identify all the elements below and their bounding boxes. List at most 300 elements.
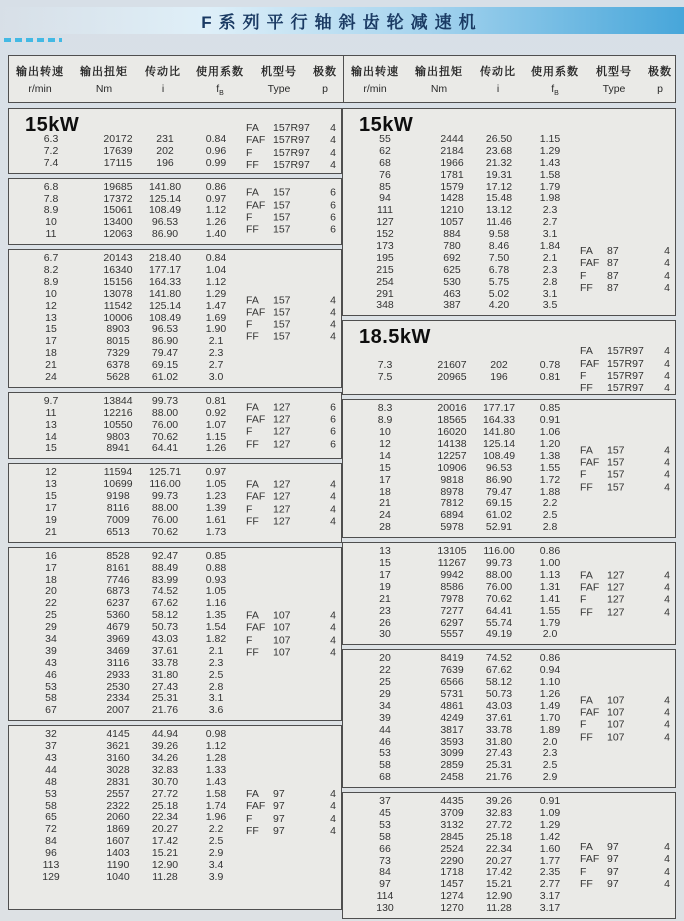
pole-count: 4 bbox=[330, 478, 336, 491]
ratio-value: 43.03 bbox=[151, 632, 179, 645]
output-torque-value: 1057 bbox=[440, 216, 464, 229]
output-speed-value: 21 bbox=[379, 592, 391, 605]
service-factor-value: 1.43 bbox=[205, 775, 227, 788]
column-header-4 bbox=[251, 63, 307, 102]
ratio-value: 39.26 bbox=[485, 795, 513, 808]
output-speed-value: 20 bbox=[45, 585, 57, 598]
output-speed-value: 195 bbox=[376, 251, 394, 264]
ratio-value: 61.02 bbox=[485, 509, 513, 522]
type-prefix: F bbox=[580, 369, 587, 382]
output-torque-value: 3099 bbox=[440, 747, 464, 760]
table-row bbox=[343, 300, 675, 312]
type-size: 157 bbox=[607, 444, 625, 457]
output-torque-value: 9818 bbox=[440, 473, 464, 486]
type-size: 127 bbox=[273, 413, 291, 426]
ratio-value: 164.33 bbox=[482, 414, 516, 427]
type-line bbox=[246, 294, 336, 306]
ratio-value: 70.62 bbox=[151, 525, 179, 538]
service-factor-value: 1.82 bbox=[205, 632, 227, 645]
type-line bbox=[246, 413, 336, 425]
pole-count: 4 bbox=[664, 468, 670, 481]
type-prefix: F bbox=[580, 865, 587, 878]
output-speed-value: 15 bbox=[45, 442, 57, 455]
ratio-value: 88.00 bbox=[151, 406, 179, 419]
output-torque-value: 4145 bbox=[106, 728, 130, 741]
output-torque-value: 12216 bbox=[103, 406, 133, 419]
ratio-value: 74.52 bbox=[485, 652, 513, 665]
ratio-value: 26.50 bbox=[485, 133, 513, 145]
pole-count: 4 bbox=[664, 694, 670, 707]
type-line bbox=[246, 199, 336, 211]
output-speed-value: 14 bbox=[379, 449, 391, 462]
service-factor-value: 3.1 bbox=[542, 228, 558, 241]
output-speed-value: 17 bbox=[379, 568, 391, 581]
output-speed-value: 39 bbox=[379, 711, 391, 724]
type-size: 97 bbox=[273, 812, 285, 825]
service-factor-value: 2.1 bbox=[208, 644, 224, 657]
pole-count: 4 bbox=[330, 646, 336, 659]
output-speed-value: 12 bbox=[45, 299, 57, 312]
output-torque-value: 1579 bbox=[440, 180, 464, 193]
output-speed-value: 13 bbox=[45, 311, 57, 324]
output-torque-value: 4861 bbox=[440, 699, 464, 712]
output-speed-value: 19 bbox=[379, 580, 391, 593]
ratio-value: 74.52 bbox=[151, 585, 179, 598]
ratio-value: 23.68 bbox=[485, 144, 513, 157]
service-factor-value: 2.3 bbox=[542, 204, 558, 217]
ratio-value: 164.33 bbox=[148, 275, 182, 288]
output-speed-value: 291 bbox=[376, 287, 394, 300]
output-torque-value: 625 bbox=[443, 263, 461, 276]
service-factor-value: 2.5 bbox=[542, 509, 558, 522]
output-torque-value: 1966 bbox=[440, 156, 464, 169]
pole-count: 4 bbox=[330, 825, 336, 838]
output-torque-value: 13844 bbox=[103, 394, 133, 407]
table-row bbox=[343, 820, 675, 832]
service-factor-value: 0.86 bbox=[539, 652, 561, 665]
power-rating-heading: 18.5kW bbox=[359, 326, 431, 349]
ratio-value: 141.80 bbox=[482, 426, 516, 439]
type-prefix: FAF bbox=[580, 257, 600, 270]
output-speed-value: 17 bbox=[45, 335, 57, 348]
type-size: 157 bbox=[273, 223, 291, 236]
pole-count: 4 bbox=[330, 158, 336, 171]
ratio-value: 27.43 bbox=[485, 747, 513, 760]
service-factor-value: 1.39 bbox=[205, 502, 227, 515]
type-size: 97 bbox=[607, 853, 619, 866]
pole-count: 4 bbox=[330, 122, 336, 134]
type-size: 157 bbox=[273, 306, 291, 319]
output-torque-value: 3028 bbox=[106, 763, 130, 776]
output-speed-value: 17 bbox=[45, 502, 57, 515]
ratio-value: 12.90 bbox=[485, 890, 513, 903]
type-prefix: FAF bbox=[580, 853, 600, 866]
output-speed-value: 43 bbox=[45, 656, 57, 669]
type-line bbox=[246, 491, 336, 503]
output-torque-value: 2458 bbox=[440, 771, 464, 784]
type-size: 97 bbox=[607, 841, 619, 854]
output-speed-value: 113 bbox=[42, 858, 60, 871]
spec-group bbox=[8, 547, 342, 721]
output-speed-value: 65 bbox=[45, 811, 57, 824]
output-torque-value: 8528 bbox=[106, 549, 130, 562]
type-size: 87 bbox=[607, 281, 619, 294]
ratio-value: 79.47 bbox=[485, 485, 513, 498]
service-factor-value: 2.7 bbox=[542, 216, 558, 229]
ratio-value: 83.99 bbox=[151, 573, 179, 586]
ratio-value: 125.14 bbox=[148, 192, 182, 205]
ratio-value: 50.73 bbox=[151, 621, 179, 634]
output-torque-value: 2933 bbox=[106, 668, 130, 681]
output-torque-value: 3817 bbox=[440, 723, 464, 736]
type-size: 157 bbox=[607, 481, 625, 494]
type-size: 107 bbox=[273, 621, 291, 634]
service-factor-value: 2.35 bbox=[539, 866, 561, 879]
right-column bbox=[342, 108, 676, 915]
ratio-value: 96.53 bbox=[151, 323, 179, 336]
service-factor-value: 1.05 bbox=[205, 585, 227, 598]
service-factor-value: 2.9 bbox=[542, 771, 558, 784]
type-prefix: FAF bbox=[580, 357, 600, 370]
output-speed-value: 24 bbox=[45, 371, 57, 384]
type-designation-block bbox=[246, 478, 336, 527]
service-factor-value: 0.98 bbox=[205, 728, 227, 741]
output-torque-value: 4435 bbox=[440, 795, 464, 808]
type-line bbox=[580, 694, 670, 706]
type-size: 97 bbox=[273, 825, 285, 838]
pole-count: 6 bbox=[330, 186, 336, 199]
output-speed-value: 13 bbox=[379, 545, 391, 558]
type-size: 127 bbox=[273, 437, 291, 450]
ratio-value: 13.12 bbox=[485, 204, 513, 217]
service-factor-value: 0.96 bbox=[205, 144, 227, 157]
table-row bbox=[9, 705, 341, 717]
type-line bbox=[580, 569, 670, 581]
type-prefix: FF bbox=[580, 730, 593, 743]
output-speed-value: 58 bbox=[45, 692, 57, 705]
type-line bbox=[580, 841, 670, 853]
type-prefix: FA bbox=[246, 478, 259, 491]
service-factor-value: 1.38 bbox=[539, 449, 561, 462]
pole-count: 4 bbox=[330, 812, 336, 825]
output-speed-value: 129 bbox=[42, 870, 60, 883]
output-torque-value: 463 bbox=[443, 287, 461, 300]
type-prefix: FAF bbox=[246, 621, 266, 634]
service-factor-value: 1.29 bbox=[539, 144, 561, 157]
output-speed-value: 97 bbox=[379, 878, 391, 891]
type-line bbox=[580, 731, 670, 743]
output-speed-value: 48 bbox=[45, 775, 57, 788]
service-factor-value: 1.28 bbox=[205, 751, 227, 764]
output-speed-value: 16 bbox=[45, 549, 57, 562]
type-size: 127 bbox=[273, 503, 291, 516]
ratio-value: 17.12 bbox=[485, 180, 513, 193]
output-speed-value: 37 bbox=[45, 740, 57, 753]
service-factor-value: 0.99 bbox=[205, 156, 227, 169]
output-torque-value: 2060 bbox=[106, 811, 130, 824]
type-prefix: FF bbox=[580, 281, 593, 294]
column-header-0 bbox=[344, 63, 406, 102]
type-size: 127 bbox=[273, 401, 291, 414]
ratio-value: 4.20 bbox=[488, 299, 510, 312]
column-unit: $f_B$ bbox=[216, 83, 224, 98]
type-prefix: FA bbox=[246, 122, 259, 134]
ratio-value: 6.78 bbox=[488, 263, 510, 276]
column-unit: i bbox=[161, 83, 165, 95]
output-speed-value: 76 bbox=[379, 168, 391, 181]
output-speed-value: 72 bbox=[45, 823, 57, 836]
ratio-value: 202 bbox=[490, 359, 508, 372]
type-size: 157 bbox=[273, 186, 291, 199]
output-speed-value: 94 bbox=[379, 192, 391, 205]
output-speed-value: 6.3 bbox=[43, 133, 59, 145]
type-size: 127 bbox=[273, 425, 291, 438]
pole-count: 4 bbox=[330, 503, 336, 516]
ratio-value: 25.31 bbox=[151, 692, 179, 705]
type-size: 157 bbox=[273, 293, 291, 306]
type-line bbox=[246, 813, 336, 825]
type-prefix: FF bbox=[246, 515, 259, 528]
service-factor-value: 1.04 bbox=[205, 264, 227, 277]
output-speed-value: 215 bbox=[376, 263, 394, 276]
ratio-value: 49.19 bbox=[485, 628, 513, 641]
service-factor-value: 1.31 bbox=[539, 580, 561, 593]
ratio-value: 116.00 bbox=[149, 478, 181, 491]
type-designation-block bbox=[580, 245, 670, 294]
output-speed-value: 84 bbox=[379, 866, 391, 879]
output-torque-value: 7746 bbox=[106, 573, 130, 586]
output-torque-value: 5557 bbox=[440, 628, 464, 641]
output-torque-value: 5628 bbox=[106, 371, 130, 384]
pole-count: 4 bbox=[664, 456, 670, 469]
table-row bbox=[9, 670, 341, 682]
service-factor-value: 2.1 bbox=[542, 251, 558, 264]
output-torque-value: 3969 bbox=[106, 632, 130, 645]
type-prefix: FF bbox=[246, 437, 259, 450]
column-unit: Type bbox=[602, 83, 626, 95]
table-row bbox=[343, 903, 675, 915]
output-speed-value: 13 bbox=[45, 418, 57, 431]
output-torque-value: 2290 bbox=[440, 854, 464, 867]
ratio-value: 76.00 bbox=[151, 513, 179, 526]
output-speed-value: 7.8 bbox=[43, 192, 59, 205]
service-factor-value: 1.35 bbox=[205, 609, 227, 622]
output-torque-value: 14138 bbox=[437, 438, 467, 451]
output-speed-value: 66 bbox=[379, 842, 391, 855]
output-speed-value: 127 bbox=[376, 216, 394, 229]
pole-count: 4 bbox=[330, 633, 336, 646]
output-speed-value: 152 bbox=[376, 228, 394, 241]
column-header-3 bbox=[524, 63, 586, 102]
column-unit-subscript: B bbox=[219, 90, 224, 98]
ratio-value: 5.75 bbox=[488, 275, 510, 288]
service-factor-value: 1.15 bbox=[205, 430, 227, 443]
type-line bbox=[246, 800, 336, 812]
output-torque-value: 4249 bbox=[440, 711, 464, 724]
ratio-value: 7.50 bbox=[488, 251, 510, 264]
output-speed-value: 29 bbox=[45, 621, 57, 634]
service-factor-value: 1.47 bbox=[205, 299, 227, 312]
type-designation-block bbox=[246, 401, 336, 450]
pole-count: 4 bbox=[664, 444, 670, 457]
output-torque-value: 2007 bbox=[106, 704, 130, 717]
table-header bbox=[8, 55, 676, 103]
output-torque-value: 15156 bbox=[103, 275, 133, 288]
column-header-2 bbox=[472, 63, 524, 102]
ratio-value: 15.21 bbox=[485, 878, 513, 891]
service-factor-value: 0.97 bbox=[205, 466, 227, 479]
output-torque-value: 16340 bbox=[103, 264, 133, 277]
type-line bbox=[580, 719, 670, 731]
output-torque-value: 6513 bbox=[106, 525, 130, 538]
output-torque-value: 1718 bbox=[440, 866, 464, 879]
output-speed-value: 15 bbox=[45, 490, 57, 503]
type-prefix: F bbox=[246, 318, 253, 331]
service-factor-value: 1.10 bbox=[539, 676, 561, 689]
type-prefix: F bbox=[580, 593, 587, 606]
output-torque-value: 530 bbox=[443, 275, 461, 288]
service-factor-value: 2.3 bbox=[208, 347, 224, 360]
pole-count: 4 bbox=[330, 800, 336, 813]
type-prefix: FA bbox=[580, 569, 593, 582]
output-speed-value: 18 bbox=[45, 347, 57, 360]
service-factor-value: 2.0 bbox=[542, 735, 558, 748]
type-line bbox=[246, 319, 336, 331]
type-line bbox=[246, 187, 336, 199]
type-line bbox=[580, 345, 670, 357]
pole-count: 4 bbox=[330, 788, 336, 801]
pole-count: 6 bbox=[330, 425, 336, 438]
service-factor-value: 1.16 bbox=[205, 597, 227, 610]
output-speed-value: 85 bbox=[379, 180, 391, 193]
service-factor-value: 0.86 bbox=[539, 545, 561, 558]
service-factor-value: 1.29 bbox=[539, 818, 561, 831]
pole-count: 4 bbox=[330, 621, 336, 634]
type-designation-block bbox=[580, 569, 670, 618]
ratio-value: 32.83 bbox=[151, 763, 179, 776]
output-speed-value: 13 bbox=[45, 478, 57, 491]
output-torque-value: 3709 bbox=[440, 806, 464, 819]
column-unit: r/min bbox=[28, 83, 52, 95]
column-unit: $f_B$ bbox=[551, 83, 559, 98]
type-line bbox=[246, 478, 336, 490]
output-torque-value: 10906 bbox=[437, 461, 467, 474]
type-line bbox=[246, 211, 336, 223]
output-speed-value: 34 bbox=[379, 699, 391, 712]
type-line bbox=[246, 122, 336, 134]
type-line bbox=[580, 456, 670, 468]
output-torque-value: 1270 bbox=[440, 902, 464, 915]
pole-count: 4 bbox=[664, 345, 670, 358]
type-prefix: FAF bbox=[580, 456, 600, 469]
type-prefix: F bbox=[246, 146, 253, 159]
output-torque-value: 7009 bbox=[106, 513, 130, 526]
type-size: 157R97 bbox=[273, 146, 310, 159]
output-torque-value: 1457 bbox=[440, 878, 464, 891]
service-factor-value: 1.43 bbox=[539, 156, 561, 169]
type-size: 107 bbox=[607, 694, 625, 707]
pole-count: 6 bbox=[330, 413, 336, 426]
output-speed-value: 73 bbox=[379, 854, 391, 867]
pole-count: 4 bbox=[664, 257, 670, 270]
type-size: 97 bbox=[273, 800, 285, 813]
output-speed-value: 67 bbox=[45, 704, 57, 717]
service-factor-value: 1.49 bbox=[539, 699, 561, 712]
output-torque-value: 8586 bbox=[440, 580, 464, 593]
ratio-value: 5.02 bbox=[488, 287, 510, 300]
service-factor-value: 0.81 bbox=[539, 371, 561, 384]
type-line bbox=[580, 706, 670, 718]
ratio-value: 50.73 bbox=[485, 687, 513, 700]
type-prefix: FF bbox=[246, 158, 259, 171]
ratio-value: 141.80 bbox=[148, 287, 182, 300]
ratio-value: 43.03 bbox=[485, 699, 513, 712]
service-factor-value: 3.1 bbox=[208, 692, 224, 705]
table-row bbox=[343, 629, 675, 641]
output-torque-value: 12063 bbox=[103, 228, 133, 241]
service-factor-value: 2.2 bbox=[208, 823, 224, 836]
table-row bbox=[9, 765, 341, 777]
ratio-value: 88.49 bbox=[151, 561, 179, 574]
output-torque-value: 11542 bbox=[103, 299, 133, 312]
spec-group bbox=[342, 792, 676, 919]
output-speed-value: 34 bbox=[45, 632, 57, 645]
ratio-value: 88.00 bbox=[485, 568, 513, 581]
type-size: 157 bbox=[273, 318, 291, 331]
type-prefix: FAF bbox=[246, 134, 266, 147]
output-torque-value: 8161 bbox=[106, 561, 130, 574]
output-torque-value: 20143 bbox=[103, 252, 133, 265]
service-factor-value: 1.79 bbox=[539, 616, 561, 629]
column-label: 输出转速 bbox=[16, 66, 64, 78]
column-label: 输出扭矩 bbox=[80, 66, 128, 78]
type-prefix: FF bbox=[580, 606, 593, 619]
output-speed-value: 22 bbox=[45, 597, 57, 610]
service-factor-value: 1.41 bbox=[539, 592, 561, 605]
output-torque-value: 8978 bbox=[440, 485, 464, 498]
output-torque-value: 3132 bbox=[440, 818, 464, 831]
ratio-value: 19.31 bbox=[485, 168, 513, 181]
type-designation-block bbox=[580, 694, 670, 743]
dashed-marks bbox=[4, 38, 62, 42]
output-speed-value: 10 bbox=[45, 287, 57, 300]
service-factor-value: 3.6 bbox=[208, 704, 224, 717]
ratio-value: 32.83 bbox=[485, 806, 513, 819]
type-prefix: FAF bbox=[246, 306, 266, 319]
output-torque-value: 2524 bbox=[440, 842, 464, 855]
service-factor-value: 2.2 bbox=[542, 497, 558, 510]
type-size: 127 bbox=[607, 569, 625, 582]
ratio-value: 27.72 bbox=[485, 818, 513, 831]
service-factor-value: 0.91 bbox=[539, 795, 561, 808]
service-factor-value: 3.4 bbox=[208, 858, 224, 871]
type-line bbox=[246, 788, 336, 800]
type-line bbox=[580, 866, 670, 878]
output-speed-value: 8.9 bbox=[377, 414, 393, 427]
output-torque-value: 9942 bbox=[440, 568, 464, 581]
output-speed-value: 84 bbox=[45, 835, 57, 848]
service-factor-value: 1.40 bbox=[205, 228, 227, 241]
type-prefix: FF bbox=[246, 330, 259, 343]
type-line bbox=[246, 609, 336, 621]
table-body bbox=[8, 108, 676, 915]
type-line bbox=[580, 594, 670, 606]
type-line bbox=[580, 270, 670, 282]
type-size: 127 bbox=[273, 478, 291, 491]
service-factor-value: 0.86 bbox=[205, 180, 227, 193]
table-row bbox=[9, 551, 341, 563]
service-factor-value: 1.29 bbox=[205, 287, 227, 300]
